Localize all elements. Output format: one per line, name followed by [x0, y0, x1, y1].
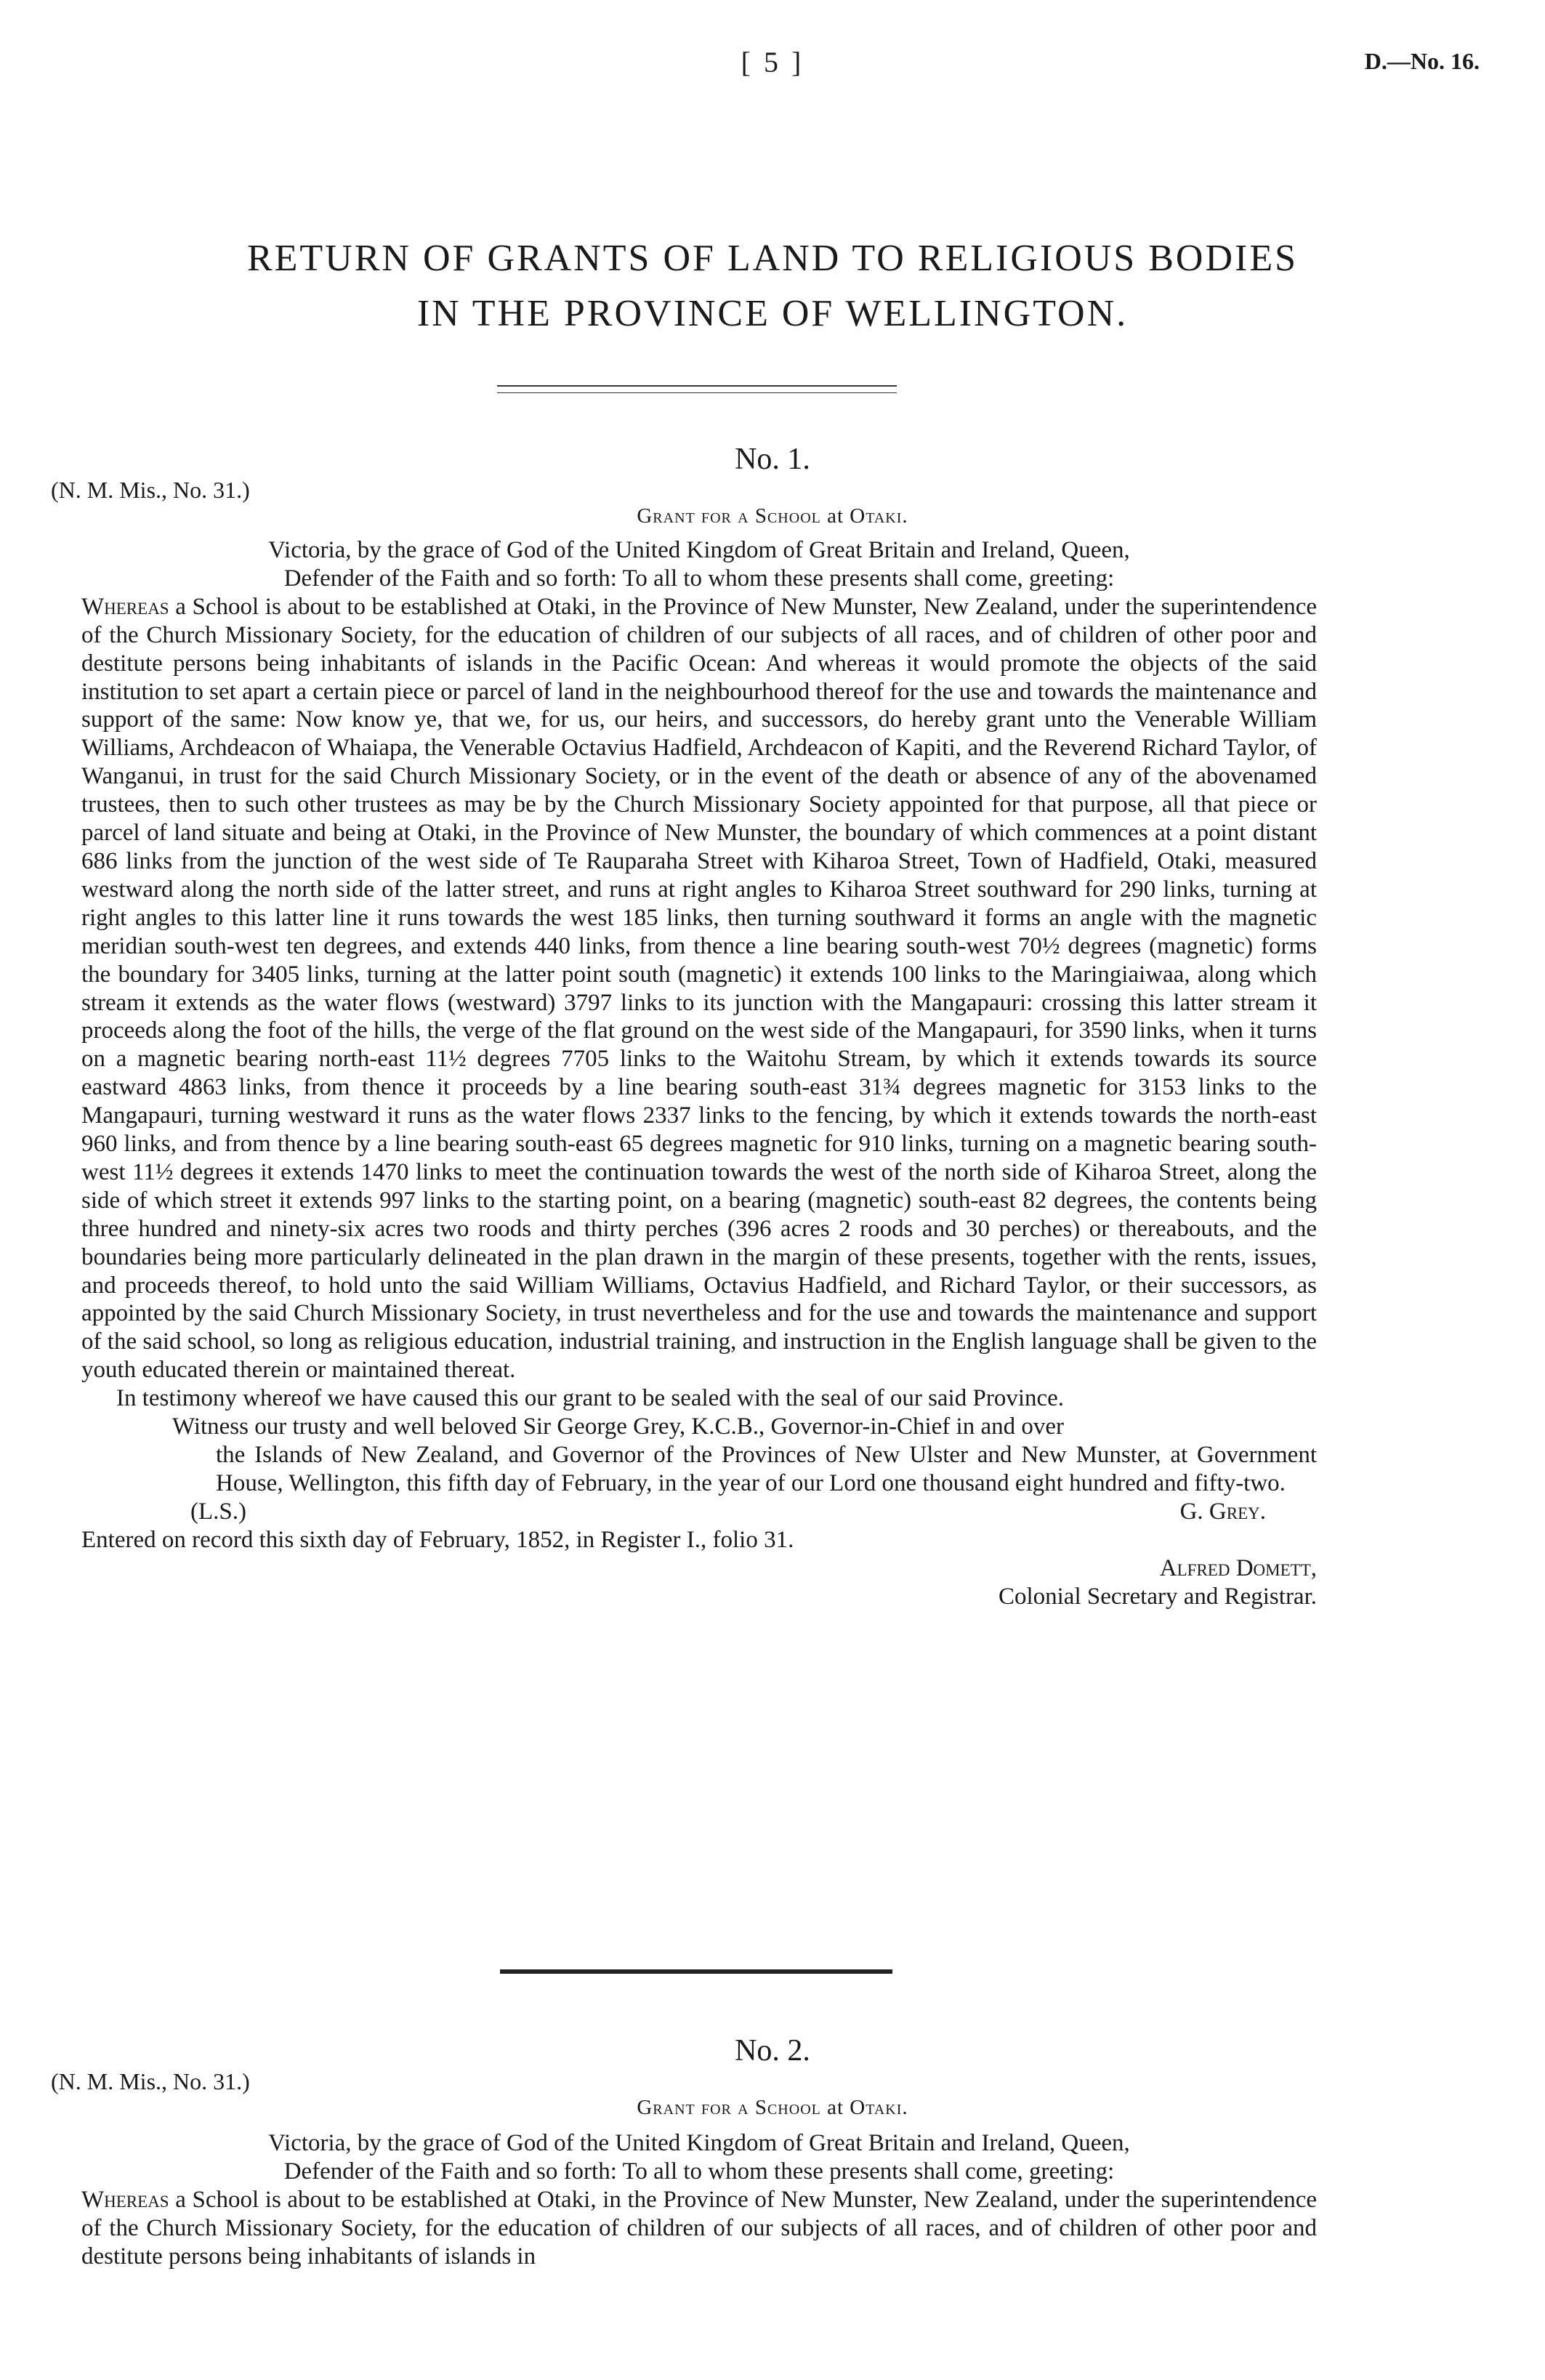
grant-1-seal: (L.S.) — [190, 1498, 246, 1525]
grant-1-whereas-word: Whereas — [81, 593, 169, 620]
title-line-2: IN THE PROVINCE OF WELLINGTON. — [416, 293, 1129, 334]
grant-2-whereas-paragraph — [81, 2186, 1317, 2271]
grant-1-preamble-line-2: Defender of the Faith and so forth: To all to whom these presents shall come, greeting: — [283, 565, 1115, 592]
grant-2-subtitle-mid: at — [820, 2096, 850, 2119]
grant-1-subtitle-school: School — [754, 504, 821, 528]
page-number: [ 5 ] — [741, 46, 804, 78]
grant-1-subtitle-prefix: Grant for a — [637, 504, 755, 528]
grant-2-preamble-line-2: Defender of the Faith and so forth: To all to whom these presents shall come, greeting: — [283, 2158, 1115, 2185]
grant-1-subtitle-place: Otaki. — [850, 504, 908, 528]
section-divider — [500, 1969, 892, 1974]
grant-1-secretary-name: Alfred Domett, — [1159, 1554, 1317, 1581]
grant-2-subtitle — [0, 2096, 1545, 2120]
grant-1-testimony: In testimony whereof we have caused this our grant to be sealed with the seal of our said Province. — [116, 1385, 1065, 1412]
grant-1-secretary-title: Colonial Secretary and Registrar. — [998, 1583, 1317, 1610]
grant-1-governor-signature: G. Grey. — [1179, 1498, 1266, 1525]
grant-1-seal-row — [190, 1498, 1266, 1526]
grant-2-whereas-text: a School is about to be established at Otaki, in the Province of New Munster, New Zealand, under the superintendence of the Church Missionary Society, for the education of children of our subjects of all races, and of children of other poor and destitute persons being inhabitants of islands in — [81, 2186, 1317, 2270]
grant-2-preamble-line-1: Victoria, by the grace of God of the United Kingdom of Great Britain and Ireland, Queen, — [268, 2130, 1130, 2156]
page-title — [0, 231, 1545, 342]
grant-1-preamble-line-1: Victoria, by the grace of God of the United Kingdom of Great Britain and Ireland, Queen, — [268, 537, 1130, 563]
grant-1-number: No. 1. — [735, 443, 810, 476]
grant-1-witness-line-1: Witness our trusty and well beloved Sir George Grey, K.C.B., Governor-in-Chief in and over — [172, 1413, 1064, 1440]
grant-1-entered-record: Entered on record this sixth day of February, 1852, in Register I., folio 31. — [81, 1526, 794, 1553]
title-divider-thin — [497, 392, 897, 393]
title-divider — [497, 385, 897, 387]
grant-2-body — [81, 2129, 1317, 2271]
grant-2-number: No. 2. — [735, 2034, 810, 2068]
grant-1-subtitle-mid: at — [820, 504, 850, 528]
title-line-1: RETURN OF GRANTS OF LAND TO RELIGIOUS BODIES — [246, 238, 1299, 279]
page-header — [0, 45, 1545, 89]
grant-2-subtitle-prefix: Grant for a — [637, 2096, 755, 2119]
grant-1-reference: (N. M. Mis., No. 31.) — [51, 477, 250, 503]
grant-1-witness-rest: the Islands of New Zealand, and Governor of the Provinces of New Ulster and New Munster, at Government House, Wellington, this fifth day of February, in the year of our Lord one thousand eight hundred and fifty-two. — [216, 1442, 1317, 1496]
grant-2-reference: (N. M. Mis., No. 31.) — [51, 2068, 250, 2094]
grant-2-subtitle-place: Otaki. — [850, 2096, 908, 2119]
grant-1-whereas-text: a School is about to be established at Otaki, in the Province of New Munster, New Zealand, under the superintendence of the Church Missionary Society, for the education of children of our subjects of all races, and of children of other poor and destitute persons being inhabitants of islands in the Pacific Ocean: And whereas it would promote the objects of the said institution to set apart a certain piece or parcel of land in the neighbourhood thereof for the use and towards the maintenance and support of the same: Now know ye, that we, for us, our heirs, and successors, do hereby grant unto the Venerable William Williams, Archdeacon of Whaiapa, the Venerable Octavius Hadfield, Archdeacon of Kapiti, and the Reverend Richard Taylor, of Wanganui, in trust for the said Church Missionary Society, or in the event of the death or absence of any of the abovenamed trustees, then to such other trustees as may be by the Church Missionary Society appointed for that purpose, all that piece or parcel of land situate and being at Otaki, in the Province of New Munster, the boundary of which commences at a point distant 686 links from the junction of the west side of Te Rauparaha Street with Kiharoa Street, Town of Hadfield, Otaki, measured westward along the north side of the latter street, and runs at right angles to Kiharoa Street southward for 290 links, turning at right angles to this latter line it runs towards the west 185 links, then turning southward it forms an angle with the magnetic meridian south-west ten degrees, and extends 440 links, from thence a line bearing south-west 70½ degrees (magnetic) forms the boundary for 3405 links, turning at the latter point south (magnetic) it extends 100 links to the Maringiaiwaa, along which stream it extends as the water flows (westward) 3797 links to its junction with the Mangapauri: crossing this latter stream it proceeds along the foot of the hills, the verge of the flat ground on the west side of the Mangapauri, for 3590 links, when it turns on a magnetic bearing north-east 11½ degrees 7705 links to the Waitohu Stream, by which it extends towards its source eastward 4863 links, from thence it proceeds by a line bearing south-east 31¾ degrees magnetic for 3153 links to the Mangapauri, turning westward it runs as the water flows 2337 links to the fencing, by which it extends towards the north-east 960 links, and from thence by a line bearing south-east 65 degrees magnetic for 910 links, turning on a magnetic bearing south-west 11½ degrees it extends 1470 links to meet the continuation towards the west of the north side of Kiharoa Street, along the side of which street it extends 997 links to the starting point, on a bearing (magnetic) south-east 82 degrees, the contents being three hundred and ninety-six acres two roods and thirty perches (396 acres 2 roods and 30 perches) or thereabouts, and the boundaries being more particularly delineated in the plan drawn in the margin of these presents, together with the rents, issues, and proceeds thereof, to hold unto the said William Williams, Octavius Hadfield, and Richard Taylor, or their successors, as appointed by the said Church Missionary Society, in trust nevertheless and for the use and towards the maintenance and support of the said school, so long as religious education, industrial training, and instruction in the English language shall be given to the youth educated therein or maintained thereat. — [81, 593, 1317, 1384]
grant-2-whereas-word: Whereas — [81, 2186, 169, 2213]
document-reference: D.—No. 16. — [1364, 48, 1480, 74]
grant-1-body — [81, 536, 1317, 1610]
grant-2-subtitle-school: School — [754, 2096, 821, 2119]
grant-1-whereas-paragraph — [81, 593, 1317, 1384]
grant-1-subtitle — [0, 504, 1545, 528]
